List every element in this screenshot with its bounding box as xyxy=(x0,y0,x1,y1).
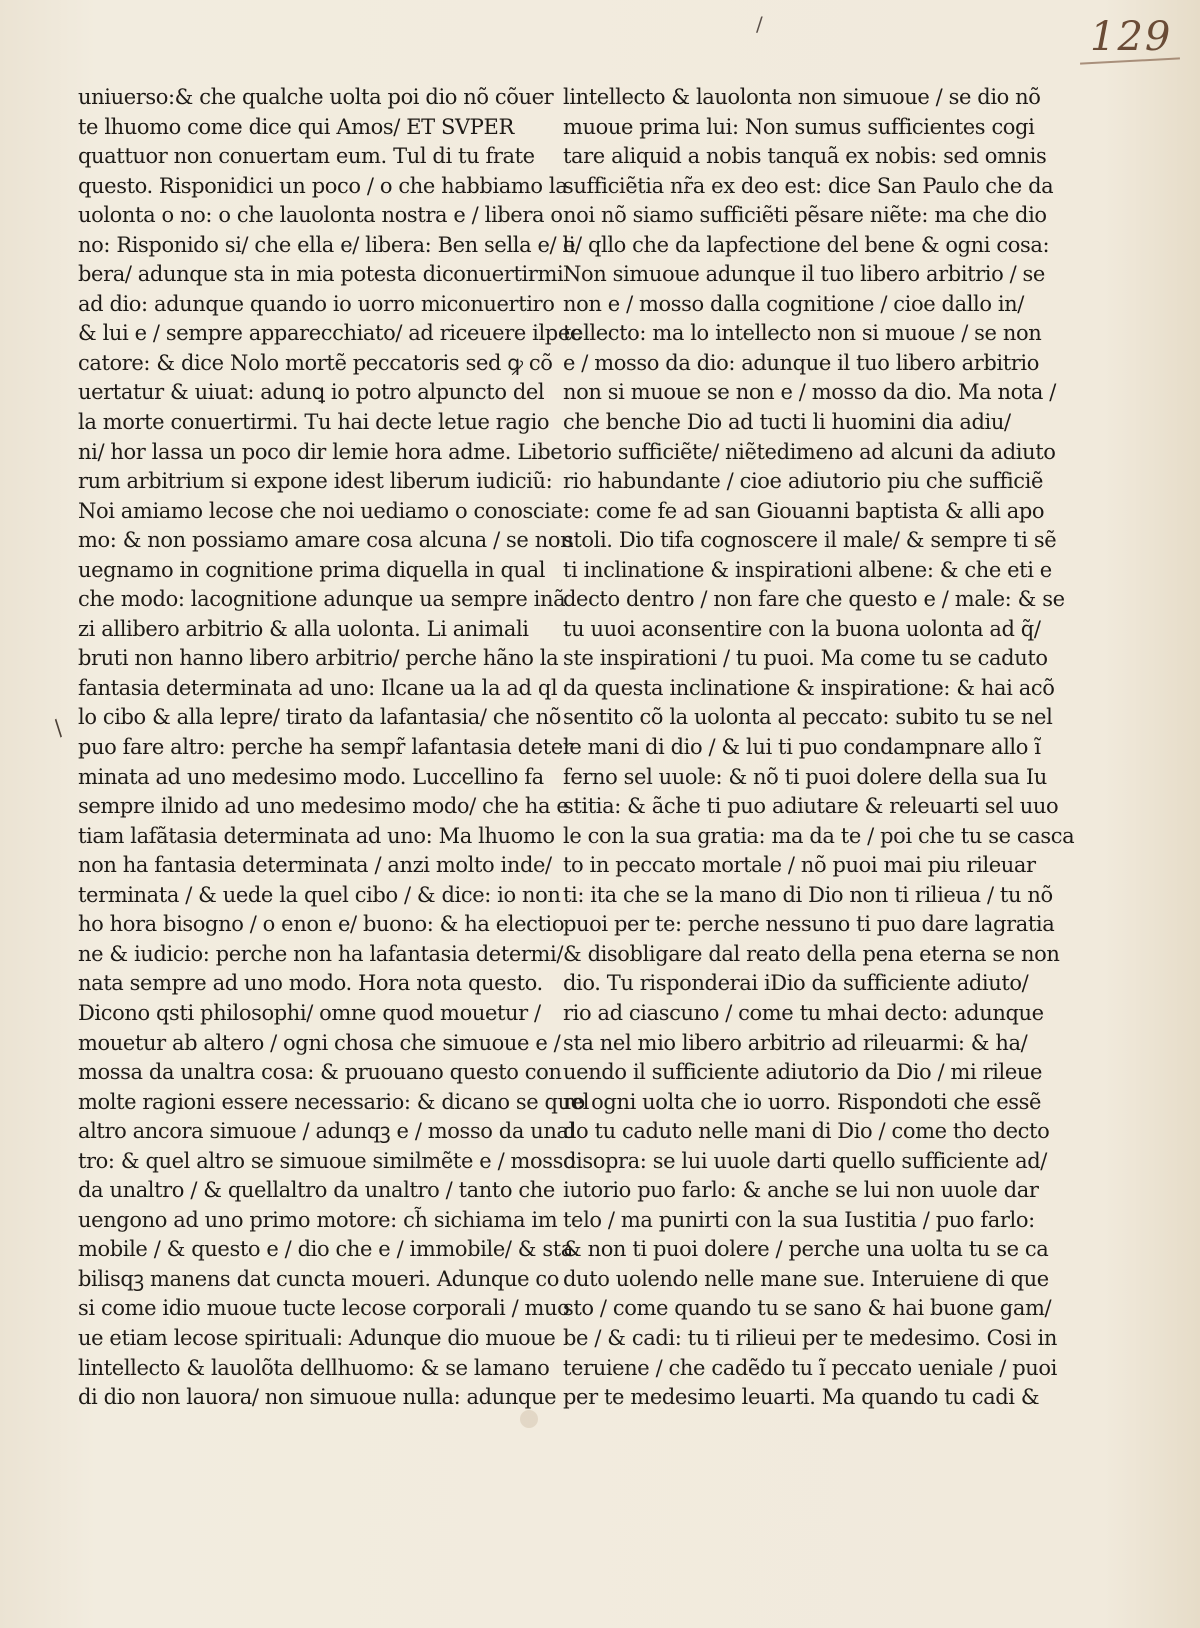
text-line: & non ti puoi dolere / perche una uolta tu se ca xyxy=(563,1237,1049,1262)
text-line: mouetur ab altero / ogni chosa che simuoue e / xyxy=(78,1030,561,1055)
text-line: le mani di dio / & lui ti puo condampnare allo ĩ xyxy=(563,735,1041,760)
text-line: lintellecto & lauolonta non simuoue / se dio nõ xyxy=(563,85,1041,109)
text-line: terminata / & uede la quel cibo / & dice: io non xyxy=(78,882,561,907)
text-line: e/ qllo che da lapfectione del bene & ogni cosa: xyxy=(563,232,1050,257)
text-line: sentito cõ la uolonta al peccato: subito tu se nel xyxy=(563,705,1053,730)
text-line: zi allibero arbitrio & alla uolonta. Li animali xyxy=(78,616,529,641)
text-line: uendo il sufficiente adiutorio da Dio / mi rileue xyxy=(563,1060,1043,1085)
text-line: rio ad ciascuno / come tu mhai decto: adunque xyxy=(563,1000,1044,1025)
text-line: uegnamo in cognitione prima diquella in qual xyxy=(78,557,546,582)
text-line: uengono ad uno primo motore: ch̃ sichiama im xyxy=(78,1207,558,1232)
text-line: ni/ hor lassa un poco dir lemie hora adme. Libe xyxy=(78,439,563,464)
text-line: sto / come quando tu se sano & hai buone gam/ xyxy=(563,1296,1052,1321)
text-line: puo fare altro: perche ha sempr̃ lafantasia deter xyxy=(78,735,573,760)
text-line: ad dio: adunque quando io uorro miconuertiro xyxy=(78,291,555,316)
text-line: da questa inclinatione & inspiratione: & hai acõ xyxy=(563,675,1055,700)
text-line: rio habundante / cioe adiutorio piu che sufficiẽ xyxy=(563,469,1043,494)
text-line: bilisqꝫ manens dat cuncta moueri. Adunque co xyxy=(78,1266,560,1291)
text-line: lintellecto & lauolõta dellhuomo: & se lamano xyxy=(78,1355,550,1380)
text-line: tro: & quel altro se simuoue similmẽte e / mosso xyxy=(78,1148,576,1173)
folio-number: 129 xyxy=(1090,14,1173,60)
text-line: uertatur & uiuat: adunꝗ io potro alpuncto del xyxy=(78,380,545,405)
text-line: telo / ma punirti con la sua Iustitia / puo farlo: xyxy=(563,1207,1035,1232)
text-line: Noi amiamo lecose che noi uediamo o conoscia xyxy=(78,498,563,523)
text-line: si come idio muoue tucte lecose corporali / muo xyxy=(78,1296,570,1321)
text-line: lo cibo & alla lepre/ tirato da lafantasia/ che nõ xyxy=(78,705,562,730)
text-line: uolonta o no: o che lauolonta nostra e / libera o xyxy=(78,203,563,228)
text-line: questo. Risponidici un poco / o che habbiamo la xyxy=(78,173,568,198)
text-line: la morte conuertirmi. Tu hai decte letue ragio xyxy=(78,410,550,435)
paper-stain xyxy=(520,1410,538,1428)
text-line: ti: ita che se la mano di Dio non ti rilieua / tu nõ xyxy=(563,882,1053,907)
text-line: te: come fe ad san Giouanni baptista & alli apo xyxy=(563,498,1045,523)
text-line: ro ogni uolta che io uorro. Rispondoti che essẽ xyxy=(563,1089,1042,1114)
text-line: molte ragioni essere necessario: & dicano se quel xyxy=(78,1089,590,1114)
text-line: quattuor non conuertam eum. Tul di tu frate xyxy=(78,144,535,169)
text-line: catore: & dice Nolo mortẽ peccatoris sed ꝙ cõ xyxy=(78,350,553,375)
text-line: nata sempre ad uno modo. Hora nota questo. xyxy=(78,971,543,996)
text-line: stitia: & ãche ti puo adiutare & releuarti sel uuo xyxy=(563,794,1059,819)
text-line: stoli. Dio tifa cognoscere il male/ & sempre ti sẽ xyxy=(563,528,1057,553)
text-line: tellecto: ma lo intellecto non si muoue / se non xyxy=(563,321,1042,346)
text-line: non si muoue se non e / mosso da dio. Ma nota / xyxy=(563,380,1056,405)
text-line: non e / mosso dalla cognitione / cioe dallo in/ xyxy=(563,291,1024,316)
margin-mark: / xyxy=(48,716,69,741)
text-line: ho hora bisogno / o enon e/ buono: & ha electio xyxy=(78,912,565,937)
text-line: fantasia determinata ad uno: Ilcane ua la ad ql xyxy=(78,675,558,700)
text-line: disopra: se lui uuole darti quello sufficiente ad/ xyxy=(563,1148,1047,1173)
text-line: di dio non lauora/ non simuoue nulla: adunque xyxy=(78,1385,557,1410)
text-line: da unaltro / & quellaltro da unaltro / tanto che xyxy=(78,1178,555,1203)
text-line: sempre ilnido ad uno medesimo modo/ che ha e xyxy=(78,794,569,819)
text-line: decto dentro / non fare che questo e / male: & se xyxy=(563,587,1065,612)
text-line: che benche Dio ad tucti li huomini dia adiu/ xyxy=(563,410,1011,435)
text-line: bruti non hanno libero arbitrio/ perche hãno la xyxy=(78,646,559,671)
text-line: no: Risponido si/ che ella e/ libera: Ben sella e/ li xyxy=(78,232,576,257)
text-line: noi nõ siamo sufficiẽti pẽsare niẽte: ma che dio xyxy=(563,203,1047,228)
right-text-column xyxy=(563,83,1075,1413)
text-line: sta nel mio libero arbitrio ad rileuarmi: & ha/ xyxy=(563,1030,1028,1055)
text-line: dio. Tu risponderai iDio da sufficiente adiuto/ xyxy=(563,971,1029,996)
text-line: iutorio puo farlo: & anche se lui non uuole dar xyxy=(563,1178,1039,1203)
left-text-column xyxy=(78,83,590,1413)
text-line: tare aliquid a nobis tanquã ex nobis: sed omnis xyxy=(563,144,1047,169)
text-line: non ha fantasia determinata / anzi molto inde/ xyxy=(78,853,552,878)
text-line: do tu caduto nelle mani di Dio / come tho decto xyxy=(563,1119,1050,1144)
text-line: muoue prima lui: Non sumus sufficientes cogi xyxy=(563,114,1035,139)
stray-pen-mark: / xyxy=(756,12,763,36)
text-line: teruiene / che cadẽdo tu ĩ peccato ueniale / puoi xyxy=(563,1355,1057,1380)
text-line: sufficiẽtia nr̃a ex deo est: dice San Paulo che da xyxy=(563,173,1054,198)
text-line: to in peccato mortale / nõ puoi mai piu rileuar xyxy=(563,853,1036,878)
text-line: tu uuoi aconsentire con la buona uolonta ad q̃/ xyxy=(563,616,1041,641)
text-line: per te medesimo leuarti. Ma quando tu cadi & xyxy=(563,1385,1040,1410)
text-line: ste inspirationi / tu puoi. Ma come tu se caduto xyxy=(563,646,1048,671)
text-line: be / & cadi: tu ti rilieui per te medesimo. Cosi in xyxy=(563,1325,1057,1350)
text-line: ti inclinatione & inspirationi albene: & che eti e xyxy=(563,557,1052,582)
text-line: Non simuoue adunque il tuo libero arbitrio / se xyxy=(563,262,1045,287)
text-line: ne & iudicio: perche non ha lafantasia determi/ xyxy=(78,941,564,966)
text-line: ferno sel uuole: & nõ ti puoi dolere della sua Iu xyxy=(563,764,1047,789)
text-line: mobile / & questo e / dio che e / immobile/ & sta xyxy=(78,1237,573,1262)
text-line: Dicono qsti philosophi/ omne quod mouetur / xyxy=(78,1000,541,1025)
text-line: & lui e / sempre apparecchiato/ ad riceuere ilpec xyxy=(78,321,582,346)
text-line: minata ad uno medesimo modo. Luccellino fa xyxy=(78,764,544,789)
text-line: puoi per te: perche nessuno ti puo dare lagratia xyxy=(563,912,1055,937)
text-line: torio sufficiẽte/ niẽtedimeno ad alcuni da adiuto xyxy=(563,439,1056,464)
text-line: le con la sua gratia: ma da te / poi che tu se casca xyxy=(563,823,1075,848)
text-line: & disobligare dal reato della pena eterna se non xyxy=(563,941,1060,966)
text-line: e / mosso da dio: adunque il tuo libero arbitrio xyxy=(563,350,1039,375)
text-line: mossa da unaltra cosa: & pruouano questo con xyxy=(78,1060,562,1085)
text-line: rum arbitrium si expone idest liberum iudiciũ: xyxy=(78,469,553,494)
text-line: che modo: lacognitione adunque ua sempre inã xyxy=(78,587,566,612)
text-line: bera/ adunque sta in mia potesta diconuertirmi xyxy=(78,262,564,287)
text-line: tiam lafãtasia determinata ad uno: Ma lhuomo xyxy=(78,823,555,848)
text-line: mo: & non possiamo amare cosa alcuna / se non xyxy=(78,528,574,553)
text-line: te lhuomo come dice qui Amos/ ET SVPER xyxy=(78,114,514,139)
text-line: duto uolendo nelle mane sue. Interuiene di que xyxy=(563,1266,1049,1291)
text-line: uniuerso:& che qualche uolta poi dio nõ cõuer xyxy=(78,85,554,109)
text-line: altro ancora simuoue / adunqꝫ e / mosso da unal xyxy=(78,1119,575,1144)
text-line: ue etiam lecose spirituali: Adunque dio muoue xyxy=(78,1325,556,1350)
